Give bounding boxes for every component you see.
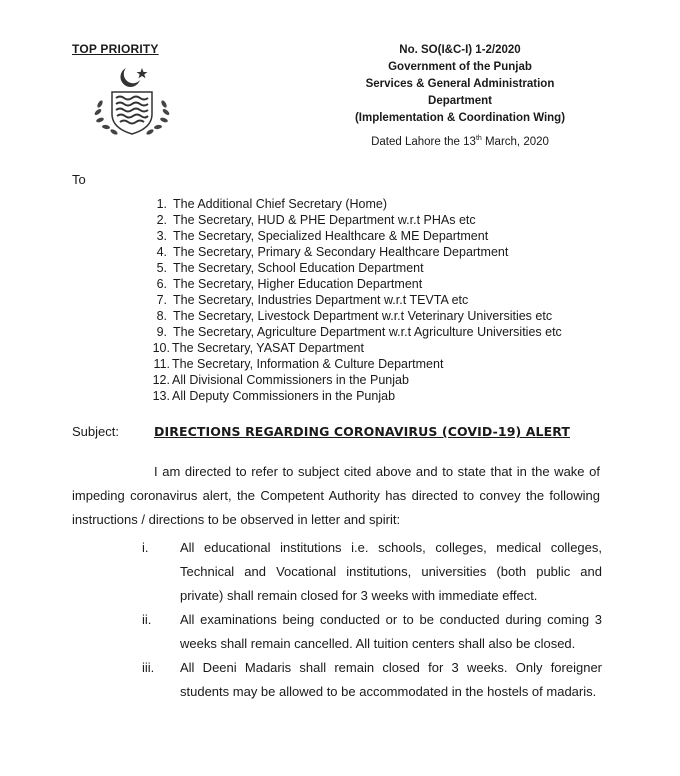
header-line: Government of the Punjab <box>388 61 532 73</box>
department-header <box>330 42 590 127</box>
recipient-list <box>140 196 640 404</box>
date-suffix: March, 2020 <box>481 135 549 148</box>
list-item <box>140 228 640 244</box>
list-text: The Secretary, Industries Department w.r.t TEVTA etc <box>173 293 469 307</box>
list-text: The Secretary, YASAT Department <box>172 341 364 355</box>
list-number: 13. <box>152 389 170 403</box>
subject-label: Subject: <box>72 424 119 439</box>
header-line: (Implementation & Coordination Wing) <box>354 112 566 124</box>
list-number: 7. <box>156 293 167 307</box>
list-text: All educational institutions i.e. schools, colleges, medical colleges, Technical and Vocational institutions, universities (both public and private) shall remain closed for 3 weeks with immediate effect. <box>180 540 602 603</box>
list-item <box>140 608 602 656</box>
list-number: 6. <box>156 277 167 291</box>
body-paragraph: I am directed to refer to subject cited above and to state that in the wake of impeding coronavirus alert, the Competent Authority has directed to convey the following instructions / directions to be observed in letter and spirit: <box>72 464 600 527</box>
list-item <box>140 212 640 228</box>
date-line <box>330 135 590 148</box>
list-number: 1. <box>156 197 167 211</box>
header-line: Services & General Administration <box>365 78 555 90</box>
list-item <box>140 276 640 292</box>
header-line: Department <box>428 95 492 107</box>
punjab-government-seal <box>86 62 178 140</box>
list-number: ii. <box>142 612 152 627</box>
list-item <box>140 340 640 356</box>
date-ordinal: th <box>475 135 482 142</box>
list-text: The Secretary, Agriculture Department w.r.t Agriculture Universities etc <box>173 325 562 339</box>
list-number: 5. <box>156 261 167 275</box>
list-item <box>140 536 602 608</box>
list-item <box>140 308 640 324</box>
list-number: 8. <box>156 309 167 323</box>
list-number: 2. <box>156 213 167 227</box>
subject-text: DIRECTIONS REGARDING CORONAVIRUS (COVID-19) ALERT <box>154 424 571 439</box>
list-item <box>140 656 602 704</box>
list-text: All Deputy Commissioners in the Punjab <box>172 389 396 403</box>
list-item <box>140 292 640 308</box>
list-item <box>140 196 640 212</box>
date-prefix: Dated Lahore the 13 <box>371 135 476 148</box>
list-number: 11. <box>153 357 170 371</box>
list-number: 4. <box>156 245 167 259</box>
list-text: The Additional Chief Secretary (Home) <box>173 197 387 211</box>
list-item <box>140 324 640 340</box>
list-text: All Divisional Commissioners in the Punjab <box>172 373 409 387</box>
list-number: 9. <box>156 325 167 339</box>
list-text: All Deeni Madaris shall remain closed for 3 weeks. Only foreigner students may be allowed to be accommodated in the hostels of madaris. <box>180 660 602 699</box>
list-text: The Secretary, Primary & Secondary Healthcare Department <box>173 245 509 259</box>
list-number: iii. <box>142 660 155 675</box>
list-text: The Secretary, Information & Culture Department <box>172 357 444 371</box>
instruction-list <box>140 536 602 704</box>
list-number: 3. <box>156 229 167 243</box>
list-text: The Secretary, Livestock Department w.r.t Veterinary Universities etc <box>173 309 553 323</box>
subject-row <box>72 424 570 439</box>
list-number: 10. <box>152 341 170 355</box>
list-item <box>140 356 640 372</box>
list-text: The Secretary, School Education Department <box>173 261 424 275</box>
list-text: All examinations being conducted or to be conducted during coming 3 weeks shall remain cancelled. All tuition centers shall also be closed. <box>180 612 602 651</box>
list-item <box>140 260 640 276</box>
to-label: To <box>72 172 86 187</box>
list-item <box>140 244 640 260</box>
list-item <box>140 388 640 404</box>
list-number: 12. <box>152 373 170 387</box>
reference-number: No. SO(I&C-I) 1-2/2020 <box>399 44 521 56</box>
list-item <box>140 372 640 388</box>
list-number: i. <box>142 540 149 555</box>
top-priority-label: TOP PRIORITY <box>72 42 159 56</box>
list-text: The Secretary, Higher Education Department <box>173 277 423 291</box>
list-text: The Secretary, HUD & PHE Department w.r.t PHAs etc <box>173 213 476 227</box>
list-text: The Secretary, Specialized Healthcare & ME Department <box>173 229 489 243</box>
